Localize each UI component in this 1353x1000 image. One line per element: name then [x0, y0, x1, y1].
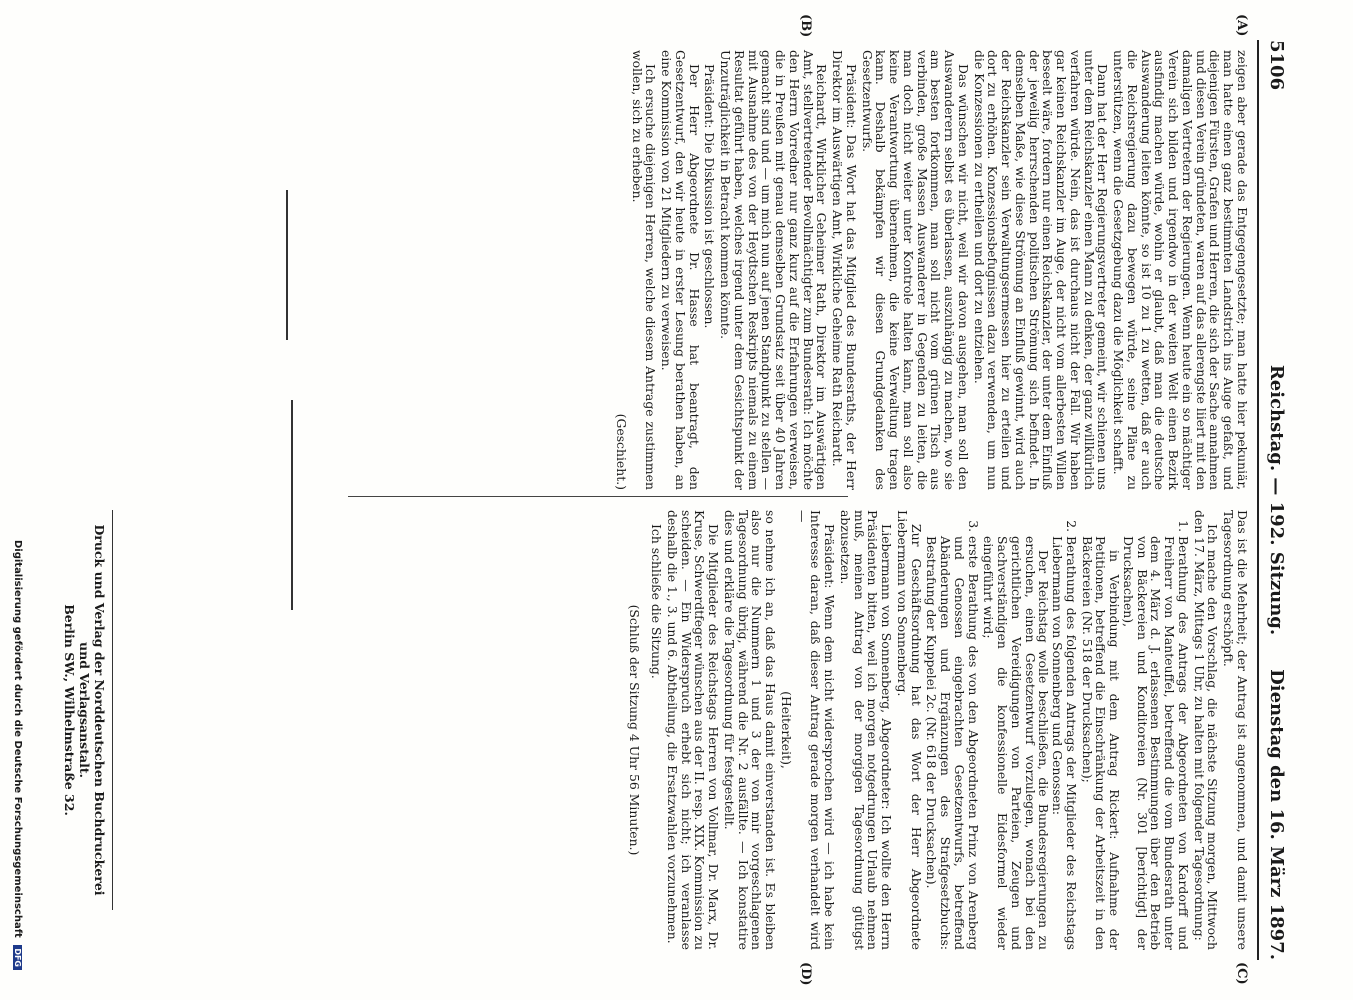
agenda-item-text: Berathung des Antrags der Abgeordneten von Kardorff und Freiherr von Manteuffel, betreffend die vom Bundesrath unter dem 4. März d. J. erlassenen Bestimmungen über den Betrieb von Bäckereien und Konditoreien (Nr. 301 [berichtigt] der Drucksachen),	[1121, 536, 1191, 950]
agenda-item	[1080, 536, 1190, 950]
agenda-item-sub: in Verbindung mit dem Antrag Rickert: Aufnahme der Petitionen, betreffend die Einschränkung der Arbeitszeit in den Bäckereien (Nr. 518 der Drucksachen);	[1079, 536, 1123, 950]
margin-mark-c: (C)	[1234, 962, 1249, 985]
header-rule	[1257, 40, 1259, 960]
imprint-line: Berlin SW., Wilhelmstraße 32.	[62, 604, 77, 816]
left-column	[612, 50, 1249, 490]
left-paragraph: Reichardt, Wirklicher Geheimer Rath, Direktor im Auswärtigen Amt, stellvertretender Bevollmächtigter zum Bundesrath: Ich möchte den Herrn Vorredner nur ganz kurz auf die Erfahrungen verweisen, die in Preußen mit genau demselben Grundsatz seit über 40 Jahren gemacht sind und — um mich nun auf jenen Standpunkt zu stellen — mit Ausnahme des von der Heydtschen Reskripts niemals zu einem Resultat geführt haben, welches irgend unter dem Gesichtspunkt der Unzuträglichkeit in Betracht kommen könnte.	[718, 50, 830, 490]
right-column	[626, 510, 1249, 950]
end-rule-middle	[291, 400, 293, 610]
end-rule-left	[286, 190, 288, 340]
right-paragraph: Das ist die Mehrheit; der Antrag ist angenommen, und damit unsere Tagesordnung erschöpft.	[1221, 510, 1250, 950]
right-paragraph: Ich schließe die Sitzung.	[649, 524, 665, 679]
digitization-note	[12, 30, 23, 970]
right-paragraph: Liebermann von Sonnenberg, Abgeordneter: Ich wollte den Herrn Präsidenten bitten, weil ich morgen notgedrungen Urlaub nehmen muß, meinen Antrag von der morgigen Tagesordnung gütigst abzusetzen.	[838, 510, 895, 950]
column-divider	[348, 496, 848, 497]
agenda-item-text: Berathung des folgenden Antrags der Mitglieder des Reichstags Liebermann von Sonnenberg und Genossen:	[1050, 536, 1079, 950]
left-paragraph: Der Herr Abgeordnete Dr. Hasse hat beantragt, den Gesetzentwurf, den wir heute in erster Lesung berathen haben, an eine Kommission von 21 Mitgliedern zu verweisen.	[659, 50, 702, 490]
digitization-text: Digitalisierung gefördert durch die Deutsche Forschungsgemeinschaft	[12, 539, 23, 938]
agenda-item	[982, 536, 1078, 950]
page-number: 5106	[1266, 40, 1287, 91]
left-paragraph: Präsident: Das Wort hat das Mitglied des Bundesraths, der Herr Direktor im Auswärtigen Amt, Wirkliche Geheime Rath Reichardt.	[830, 50, 859, 490]
margin-mark-a: (A)	[1234, 14, 1249, 37]
imprint-rule	[112, 510, 113, 910]
right-paragraph: Ich mache den Vorschlag, die nächste Sitzung morgen, Mittwoch den 17. März, Mittags 1 Uhr, zu halten mit folgender Tagesordnung:	[1191, 510, 1221, 950]
margin-mark-b: (B)	[798, 14, 813, 38]
page-date: Dienstag den 16. März 1897.	[1266, 669, 1287, 960]
dfg-logo-icon: DFG	[13, 945, 22, 970]
left-paragraph: (Geschieht.)	[614, 413, 629, 490]
page-title: Reichstag. — 192. Sitzung.	[1266, 364, 1287, 636]
right-paragraph: Zur Geschäftsordnung hat das Wort der Herr Abgeordnete Liebermann von Sonnenberg.	[895, 510, 924, 950]
right-paragraph: Die Mitglieder des Reichstags Herren von Vollmar, Dr. Marx, Dr. Kruse, Schwerdtfeger wünschen aus der II. resp. XIX. Kommission zu scheiden. — Ein Widerspruch erhebt sich nicht; ich veranlasse deshalb die 1., 3. und 6. Abtheilung, die Ersatzwahlen vorzunehmen.	[665, 510, 722, 950]
left-paragraph: Das wünschen wir nicht, weil wir davon ausgehen, man soll den Auswanderern selbst es überlassen, auszuhängig zu machen, wo sie am besten fortkommen, man soll nicht vom grünen Tisch aus verbinden, große Massen Auswanderer in Gegenden zu leiten, die man doch nicht weiter unter Kontrole halten kann, man soll also keine Verantwortung übernehmen, die keine Verwaltung tragen kann. Deshalb bekämpfen wir diesen Grundgedanken des Gesetzentwurfs.	[859, 50, 971, 490]
agenda-item-sub: Der Reichstag wolle beschließen, die Bundesregierungen zu ersuchen, einen Gesetzentwurf vorzulegen, wonach bei den gerichtlichen Vereidigungen von Parteien, Zeugen und Sachverständigen die konfessionelle Eidesformel wieder eingeführt wird;	[981, 536, 1052, 950]
left-paragraph: Ich ersuche diejenigen Herren, welche diesem Antrage zustimmen wollen, sich zu erheben.	[629, 50, 659, 490]
agenda-list	[925, 510, 1190, 950]
right-paragraph: (Heiterkeit),	[779, 691, 794, 769]
imprint-line: Druck und Verlag der Norddeutschen Buchdruckerei und Verlagsanstalt.	[77, 524, 107, 896]
margin-mark-d: (D)	[798, 962, 813, 986]
left-paragraph: Dann hat der Herr Regierungsvertreter gemeint, wir schienen uns unter dem Reichskanzler einen Mann zu denken, der ganz willkürlich verfahren würde. Nein, das ist durchaus nicht der Fall. Wir haben gar keinen Reichskanzler im Auge, der nicht vom allerbesten Willen beseelt wäre, fordern nur einen Reichskanzler, der unter dem Einfluß der jeweilig herrschenden politischen Strömung sich befindet. In demselben Maße, wie diese Strömung an Einfluß gewinnt, wird auch der Reichskanzler sein Verwaltungsermessen hier zu erteilen und dort zu erhöhen. Konzessionsbefugnissen dazu verwenden, um nun die Konzessionen zu ertheilen und dort zu entziehen.	[971, 50, 1111, 490]
right-paragraph: so nehme ich an, daß das Haus damit einverstanden ist. Es bleiben also nur die Nummern 1 und 3 der von mir vorgeschlagenen Tagesordnung übrig, während die Nr. 2 ausfällte. — Ich konstatire dies und erkläre die Tagesordnung für festgestellt.	[722, 510, 779, 950]
left-paragraph: Präsident: Die Diskussion ist geschlossen.	[702, 64, 718, 329]
right-paragraph: Präsident: Wenn dem nicht widersprochen wird — ich habe kein Interesse daran, daß dieser Antrag gerade morgen verhandelt wird —	[794, 510, 838, 950]
page-header	[1261, 40, 1291, 960]
imprint	[62, 510, 107, 910]
session-closing: (Schluß der Sitzung 4 Uhr 56 Minuten.)	[627, 604, 643, 856]
agenda-item	[925, 536, 980, 950]
agenda-item-text: erste Berathung des von den Abgeordneten Prinz von Arenberg und Genossen eingebrachten Gesetzentwurfs, betreffend Abänderungen und Ergänzungen des Strafgesetzbuchs: Bestrafung der Kuppelei 2c. (Nr. 618 der Drucksachen).	[924, 536, 981, 950]
left-paragraph: zeigen aber gerade das Entgegengesetzte; man hatte hier pekuniär, man hatte einen ganz bestimmten Landstrich ins Auge gefaßt, und diejenigen Fürsten, Grafen und Herren, die sich der Sache annahmen und diesen Verein gründeten, waren auf das allerengste liiert mit den damaligen Vertretern der Regierungen. Wenn heute ein so mächtiger Verein sich bilden und irgendwo in der weiten Welt einen Bezirk ausfindig machen würde, wohin er glaubt, daß man die deutsche Auswanderung leiten könnte, so ist 10 zu 1 zu wetten, daß er auch die Reichsregierung dazu bewegen würde, seine Pläne zu unterstützen, wenn die Gesetzgebung dazu die Möglichkeit schafft.	[1111, 50, 1250, 490]
